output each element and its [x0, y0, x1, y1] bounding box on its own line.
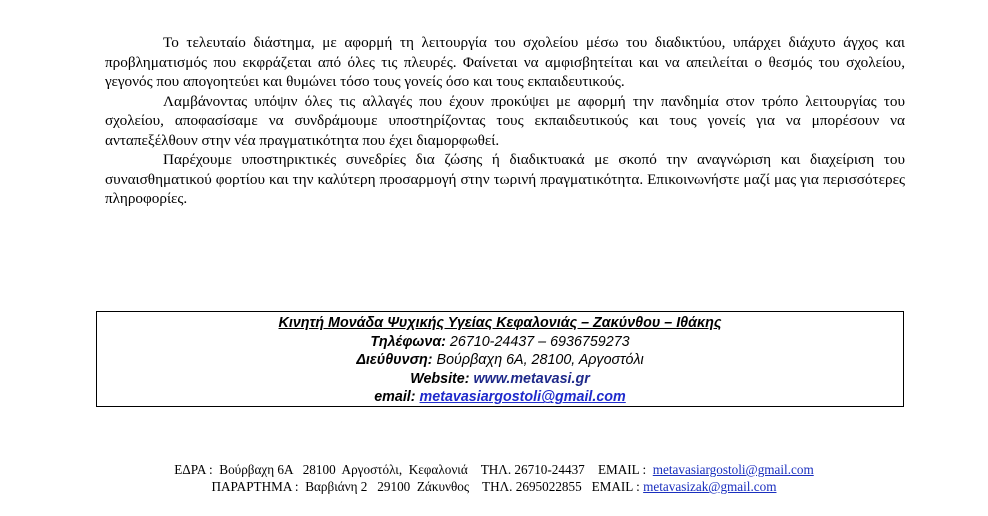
- footer-line-branch: [0, 478, 988, 495]
- paragraph-3: Παρέχουμε υποστηρικτικές συνεδρίες δια ζώσης ή διαδικτυακά με σκοπό την αναγνώριση και διαχείριση του συναισθηματικού φορτίου και την καλύτερη προσαρμογή στην τωρινή πραγματικότητα. Επικοινωνήστε μαζί μας για περισσότερες πληροφορίες.: [105, 151, 905, 207]
- address-value: Βούρβαχη 6Α, 28100, Αργοστόλι: [432, 352, 644, 369]
- address-line: [97, 351, 903, 370]
- phone-value: 26710-24437 – 6936759273: [445, 333, 630, 350]
- contact-box: [96, 311, 904, 407]
- website-line: [97, 370, 903, 389]
- contact-title: Κινητή Μονάδα Ψυχικής Υγείας Κεφαλονιάς – Ζακύνθου – Ιθάκης: [278, 315, 722, 331]
- email-link[interactable]: metavasiargostoli@gmail.com: [419, 389, 626, 406]
- body-text: [105, 33, 905, 209]
- contact-title-line: [97, 314, 903, 333]
- footer-hq-text: ΕΔΡΑ : Βούρβαχη 6Α 28100 Αργοστόλι, Κεφαλονιά ΤΗΛ. 26710-24437 EMAIL :: [174, 462, 653, 477]
- phone-label: Τηλέφωνα:: [370, 333, 446, 350]
- email-line: [97, 388, 903, 407]
- website-label: Website:: [410, 370, 470, 387]
- footer-hq-email-link[interactable]: metavasiargostoli@gmail.com: [652, 462, 814, 477]
- paragraph-2: Λαμβάνοντας υπόψιν όλες τις αλλαγές που έχουν προκύψει με αφορμή την πανδημία στον τρόπο λειτουργίας του σχολείου, αποφασίσαμε να συνδράμουμε υποστηρίζοντας τους εκπαιδευτικούς και τους γονείς για να μπορέσουν να ανταπεξέλθουν στην νέα πραγματικότητα που έχει διαμορφωθεί.: [105, 92, 905, 149]
- email-label: email:: [374, 389, 416, 406]
- footer-branch-email-link[interactable]: metavasizak@gmail.com: [643, 479, 777, 494]
- paragraph-1: Το τελευταίο διάστημα, με αφορμή τη λειτουργία του σχολείου μέσω του διαδικτύου, υπάρχει διάχυτο άγχος και προβληματισμός που εκφράζεται από όλες τις πλευρές. Φαίνεται να αμφισβητείται και να απειλείται ο θεσμός του σχολείου, γεγονός που απογοητεύει και θυμώνει τόσο τους γονείς όσο και τους εκπαιδευτικούς.: [105, 34, 905, 90]
- phone-line: [97, 333, 903, 352]
- footer-line-hq: [0, 461, 988, 478]
- footer-branch-text: ΠΑΡΑΡΤΗΜΑ : Βαρβιάνη 2 29100 Ζάκυνθος ΤΗΛ. 2695022855 EMAIL :: [211, 479, 644, 494]
- website-link[interactable]: www.metavasi.gr: [473, 370, 590, 387]
- footer: [0, 461, 988, 495]
- address-label: Διεύθυνση:: [356, 352, 433, 369]
